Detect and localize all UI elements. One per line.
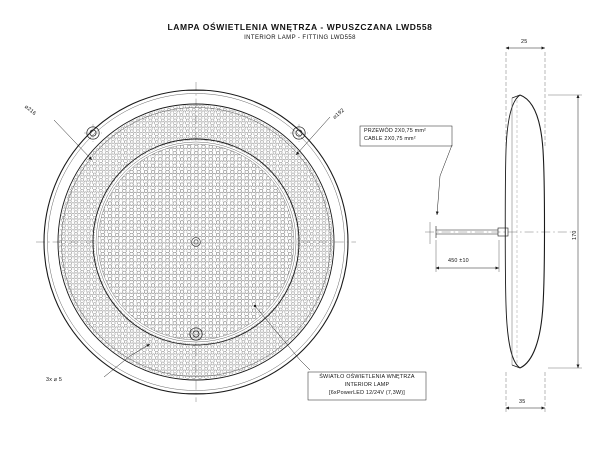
cable-note [364,128,426,144]
interior-lamp-note-line3: [6xPowerLED 12/24V (7,3W)] [329,389,405,396]
cable-length-label: 450 ±10 [448,258,469,264]
interior-lamp-note [309,374,425,397]
side-view [425,48,582,412]
interior-lamp-note-line1: ŚWIATŁO OŚWIETLENIA WNĘTRZA [319,374,415,380]
depth-dimension-label: 35 [519,399,526,405]
mounting-hole-note: 3x ⌀ 5 [46,377,63,383]
interior-lamp-note-line2: INTERIOR LAMP [344,381,390,388]
thickness-dimension-label: 25 [521,39,528,45]
outer-diameter-label: ⌀216 [23,104,37,117]
drawing-title-pl: LAMPA OŚWIETLENIA WNĘTRZA - WPUSZCZANA LWD558 [167,22,433,32]
cable-note-line1: PRZEWÓD 2X0,75 mm² [364,128,427,134]
cable-note-line2: CABLE 2X0,75 mm² [364,135,416,142]
drawing-title-en: INTERIOR LAMP - FITTING LWD558 [244,35,356,41]
inner-diameter-label: ⌀192 [332,107,346,121]
height-dimension-label: 170 [572,230,578,240]
